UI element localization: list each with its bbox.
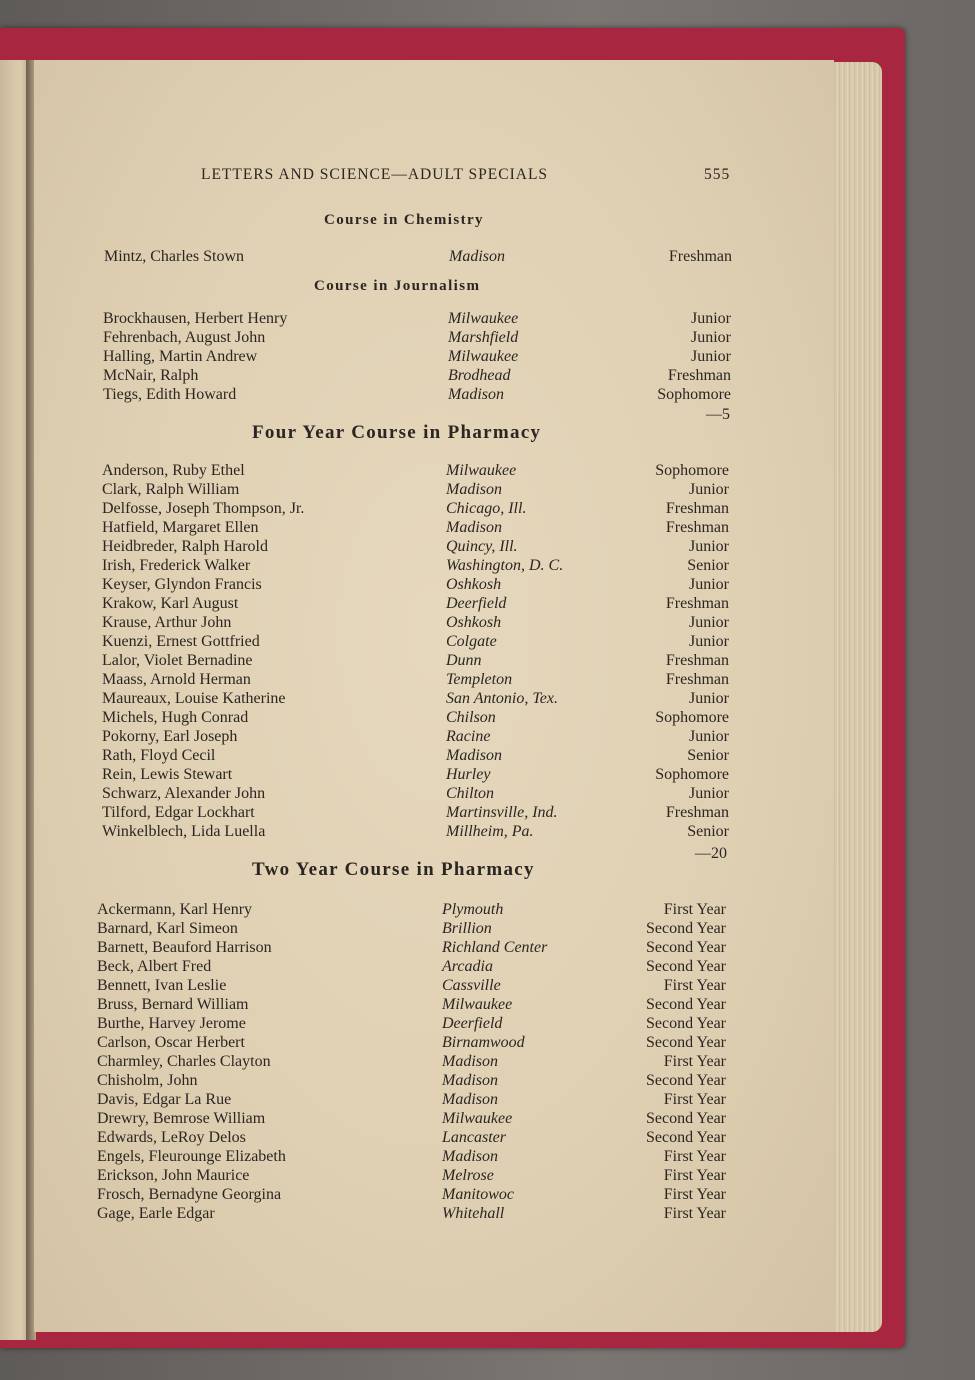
- student-hometown: Deerfield: [442, 1015, 503, 1032]
- list-item: [0, 1090, 975, 1109]
- student-hometown: Washington, D. C.: [446, 557, 564, 574]
- student-class-year: Senior: [687, 747, 729, 764]
- student-class-year: First Year: [663, 1205, 726, 1222]
- list-item: [0, 1052, 975, 1071]
- student-class-year: Senior: [687, 557, 729, 574]
- student-hometown: Lancaster: [442, 1129, 506, 1146]
- heading-journalism: Course in Journalism: [314, 278, 481, 294]
- student-class-year: Junior: [689, 481, 729, 498]
- list-item: [0, 1014, 975, 1033]
- student-class-year: Freshman: [668, 248, 732, 265]
- student-class-year: Junior: [689, 614, 729, 631]
- student-class-year: Second Year: [646, 1015, 726, 1032]
- student-name: Lalor, Violet Bernadine: [102, 652, 253, 669]
- student-hometown: Madison: [446, 481, 502, 498]
- student-hometown: Madison: [448, 386, 504, 403]
- student-hometown: Templeton: [446, 671, 513, 688]
- student-class-year: First Year: [663, 1167, 726, 1184]
- student-class-year: First Year: [663, 1186, 726, 1203]
- list-item: [0, 1071, 975, 1090]
- list-item: [0, 803, 975, 822]
- student-name: Clark, Ralph William: [102, 481, 240, 498]
- list-item: [0, 480, 975, 499]
- student-hometown: Chilton: [446, 785, 495, 802]
- student-hometown: Chicago, Ill.: [446, 500, 527, 517]
- student-name: Drewry, Bemrose William: [97, 1110, 266, 1127]
- list-item: [0, 575, 975, 594]
- list-item: [0, 1204, 975, 1223]
- student-hometown: Madison: [442, 1148, 498, 1165]
- student-name: Charmley, Charles Clayton: [97, 1053, 271, 1070]
- student-hometown: Colgate: [446, 633, 497, 650]
- list-item: [0, 689, 975, 708]
- student-class-year: Sophomore: [655, 709, 729, 726]
- list-item: [0, 594, 975, 613]
- heading-chemistry: Course in Chemistry: [324, 212, 484, 228]
- student-name: Bruss, Bernard William: [97, 996, 249, 1013]
- student-class-year: Freshman: [665, 671, 729, 688]
- student-hometown: Chilson: [446, 709, 496, 726]
- student-name: Winkelblech, Lida Luella: [102, 823, 266, 840]
- list-item: [0, 366, 975, 385]
- student-name: Frosch, Bernadyne Georgina: [97, 1186, 282, 1203]
- student-class-year: Second Year: [646, 958, 726, 975]
- list-item: [0, 632, 975, 651]
- list-item: [0, 537, 975, 556]
- list-item: [0, 765, 975, 784]
- student-name: Mintz, Charles Stown: [104, 248, 244, 265]
- student-class-year: First Year: [663, 977, 726, 994]
- student-hometown: Milwaukee: [442, 996, 513, 1013]
- student-class-year: Sophomore: [657, 386, 731, 403]
- student-class-year: Freshman: [665, 595, 729, 612]
- student-name: Irish, Frederick Walker: [102, 557, 251, 574]
- student-hometown: Richland Center: [442, 939, 548, 956]
- student-hometown: Plymouth: [442, 901, 504, 918]
- student-class-year: Junior: [689, 728, 729, 745]
- list-item: [0, 1033, 975, 1052]
- student-hometown: Birnamwood: [442, 1034, 525, 1051]
- student-hometown: Oshkosh: [446, 576, 502, 593]
- student-class-year: Junior: [689, 690, 729, 707]
- student-name: Halling, Martin Andrew: [103, 348, 258, 365]
- student-class-year: Sophomore: [655, 462, 729, 479]
- student-name: Bennett, Ivan Leslie: [97, 977, 227, 994]
- list-item: [0, 518, 975, 537]
- student-name: Krause, Arthur John: [102, 614, 232, 631]
- student-class-year: Second Year: [646, 1072, 726, 1089]
- student-class-year: Second Year: [646, 1129, 726, 1146]
- student-name: Barnard, Karl Simeon: [97, 920, 238, 937]
- student-class-year: Second Year: [646, 1110, 726, 1127]
- list-item: [0, 900, 975, 919]
- student-name: Pokorny, Earl Joseph: [102, 728, 238, 745]
- student-class-year: Freshman: [665, 500, 729, 517]
- student-name: Ackermann, Karl Henry: [97, 901, 253, 918]
- list-item: [0, 708, 975, 727]
- student-class-year: First Year: [663, 1053, 726, 1070]
- student-hometown: Marshfield: [448, 329, 519, 346]
- list-item: [0, 1166, 975, 1185]
- list-item: [0, 1185, 975, 1204]
- student-hometown: Brodhead: [448, 367, 511, 384]
- heading-four-year-pharmacy: Four Year Course in Pharmacy: [252, 422, 542, 443]
- student-class-year: Junior: [689, 785, 729, 802]
- student-name: Schwarz, Alexander John: [102, 785, 266, 802]
- heading-two-year-pharmacy: Two Year Course in Pharmacy: [252, 859, 535, 880]
- student-hometown: Milwaukee: [446, 462, 517, 479]
- student-hometown: Madison: [446, 519, 502, 536]
- page-number: 555: [704, 166, 731, 183]
- student-hometown: Manitowoc: [442, 1186, 514, 1203]
- student-hometown: Madison: [449, 248, 505, 265]
- student-name: Edwards, LeRoy Delos: [97, 1129, 246, 1146]
- student-hometown: Martinsville, Ind.: [446, 804, 558, 821]
- student-hometown: Hurley: [446, 766, 491, 783]
- list-item: [0, 1128, 975, 1147]
- student-class-year: Junior: [689, 633, 729, 650]
- student-name: Burthe, Harvey Jerome: [97, 1015, 246, 1032]
- list-item: [0, 938, 975, 957]
- student-hometown: Dunn: [446, 652, 482, 669]
- student-name: Rath, Floyd Cecil: [102, 747, 216, 764]
- student-name: McNair, Ralph: [103, 367, 199, 384]
- student-class-year: Freshman: [667, 367, 731, 384]
- student-name: Hatfield, Margaret Ellen: [102, 519, 259, 536]
- running-head-title: LETTERS AND SCIENCE—ADULT SPECIALS: [201, 166, 549, 183]
- list-item: [0, 784, 975, 803]
- student-class-year: First Year: [663, 1148, 726, 1165]
- student-hometown: Quincy, Ill.: [446, 538, 518, 555]
- student-hometown: Melrose: [442, 1167, 494, 1184]
- student-name: Maureaux, Louise Katherine: [102, 690, 286, 707]
- student-class-year: Junior: [689, 538, 729, 555]
- student-name: Tilford, Edgar Lockhart: [102, 804, 255, 821]
- student-class-year: Freshman: [665, 519, 729, 536]
- student-name: Fehrenbach, August John: [103, 329, 266, 346]
- student-hometown: Whitehall: [442, 1205, 505, 1222]
- list-item: [0, 995, 975, 1014]
- student-class-year: Second Year: [646, 1034, 726, 1051]
- journalism-total: —5: [706, 406, 730, 423]
- student-name: Brockhausen, Herbert Henry: [103, 310, 288, 327]
- student-class-year: Sophomore: [655, 766, 729, 783]
- student-name: Anderson, Ruby Ethel: [102, 462, 245, 479]
- list-item: [0, 651, 975, 670]
- student-hometown: Madison: [442, 1053, 498, 1070]
- student-class-year: Senior: [687, 823, 729, 840]
- list-item: [0, 328, 975, 347]
- student-name: Gage, Earle Edgar: [97, 1205, 215, 1222]
- student-class-year: Second Year: [646, 996, 726, 1013]
- student-hometown: Brillion: [442, 920, 492, 937]
- student-class-year: Junior: [689, 576, 729, 593]
- student-name: Krakow, Karl August: [102, 595, 239, 612]
- student-name: Maass, Arnold Herman: [102, 671, 251, 688]
- student-name: Kuenzi, Ernest Gottfried: [102, 633, 260, 650]
- student-hometown: Milwaukee: [442, 1110, 513, 1127]
- student-name: Erickson, John Maurice: [97, 1167, 250, 1184]
- student-hometown: Deerfield: [446, 595, 507, 612]
- list-item: [0, 247, 975, 266]
- list-item: [0, 919, 975, 938]
- list-item: [0, 613, 975, 632]
- student-name: Rein, Lewis Stewart: [102, 766, 233, 783]
- list-item: [0, 822, 975, 841]
- student-class-year: Freshman: [665, 804, 729, 821]
- student-hometown: Milwaukee: [448, 348, 519, 365]
- student-name: Keyser, Glyndon Francis: [102, 576, 262, 593]
- list-item: [0, 727, 975, 746]
- student-name: Engels, Fleurounge Elizabeth: [97, 1148, 286, 1165]
- student-hometown: Cassville: [442, 977, 501, 994]
- list-item: [0, 746, 975, 765]
- list-item: [0, 1109, 975, 1128]
- list-item: [0, 957, 975, 976]
- student-class-year: Second Year: [646, 939, 726, 956]
- student-name: Barnett, Beauford Harrison: [97, 939, 272, 956]
- four-year-pharmacy-total: —20: [695, 845, 727, 862]
- student-name: Beck, Albert Fred: [97, 958, 212, 975]
- student-class-year: Junior: [691, 348, 731, 365]
- student-hometown: Millheim, Pa.: [446, 823, 534, 840]
- student-class-year: First Year: [663, 901, 726, 918]
- student-name: Tiegs, Edith Howard: [103, 386, 237, 403]
- list-item: [0, 309, 975, 328]
- list-item: [0, 670, 975, 689]
- student-name: Carlson, Oscar Herbert: [97, 1034, 245, 1051]
- student-hometown: Madison: [442, 1072, 498, 1089]
- list-item: [0, 1147, 975, 1166]
- list-item: [0, 347, 975, 366]
- student-class-year: Freshman: [665, 652, 729, 669]
- list-item: [0, 461, 975, 480]
- student-name: Davis, Edgar La Rue: [97, 1091, 232, 1108]
- student-hometown: Madison: [442, 1091, 498, 1108]
- list-item: [0, 976, 975, 995]
- student-class-year: Second Year: [646, 920, 726, 937]
- student-hometown: Milwaukee: [448, 310, 519, 327]
- student-hometown: San Antonio, Tex.: [446, 690, 559, 707]
- student-class-year: First Year: [663, 1091, 726, 1108]
- student-name: Delfosse, Joseph Thompson, Jr.: [102, 500, 305, 517]
- student-name: Chisholm, John: [97, 1072, 198, 1089]
- student-name: Michels, Hugh Conrad: [102, 709, 249, 726]
- student-class-year: Junior: [691, 310, 731, 327]
- list-item: [0, 499, 975, 518]
- student-hometown: Madison: [446, 747, 502, 764]
- student-hometown: Arcadia: [442, 958, 493, 975]
- student-class-year: Junior: [691, 329, 731, 346]
- list-item: [0, 556, 975, 575]
- student-hometown: Oshkosh: [446, 614, 502, 631]
- list-item: [0, 385, 975, 404]
- student-hometown: Racine: [446, 728, 491, 745]
- student-name: Heidbreder, Ralph Harold: [102, 538, 268, 555]
